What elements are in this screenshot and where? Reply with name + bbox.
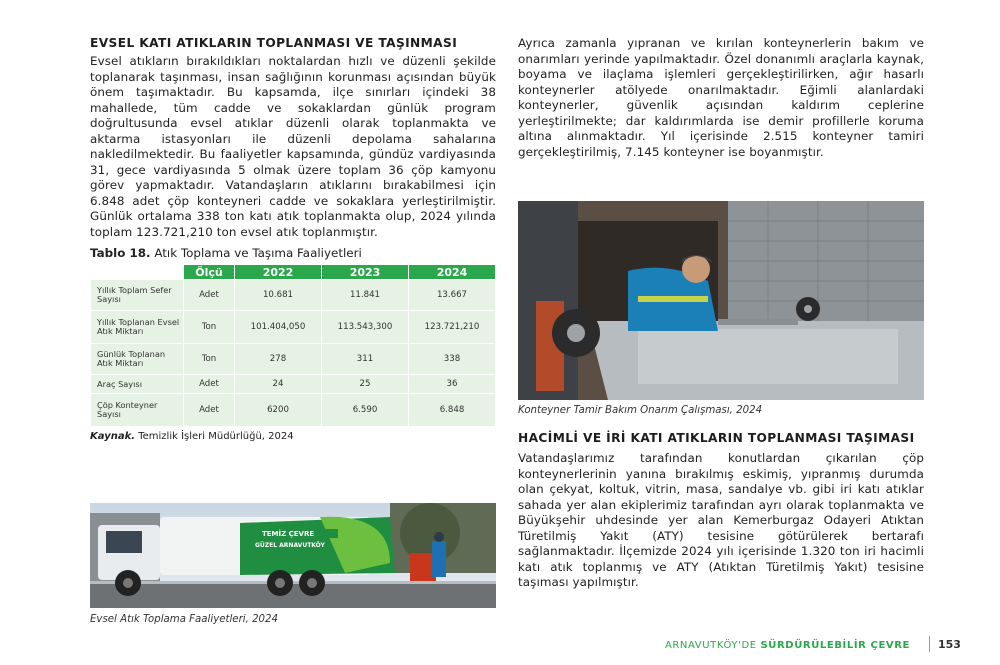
right-column-lower [518,431,924,591]
table-row [91,344,495,374]
row-label: Günlük Toplanan Atık Miktarı [91,344,183,374]
table-title [90,246,496,260]
section-heading-hacimli: HACİMLİ VE İRİ KATI ATIKLARIN TOPLANMASI TAŞIMASI [518,431,915,445]
row-2024: 6.848 [409,394,495,426]
row-2023: 25 [322,375,408,393]
row-label: Yıllık Toplanan Evsel Atık Miktarı [91,311,183,343]
row-2024: 123.721,210 [409,311,495,343]
row-unit: Adet [184,375,234,393]
row-2022: 101.404,050 [235,311,321,343]
row-label: Çöp Konteyner Sayısı [91,394,183,426]
section-heading-evsel: EVSEL KATI ATIKLARIN TOPLANMASI VE TAŞINMASI [90,36,458,50]
repair-photo-caption: Konteyner Tamir Bakım Onarım Çalışması, 2024 [518,405,763,416]
table-header-2024: 2024 [409,265,495,279]
truck-slogan-line2: GÜZEL ARNAVUTKÖY [255,542,325,549]
row-unit: Ton [184,311,234,343]
row-unit: Adet [184,394,234,426]
footer-title: SÜRDÜRÜLEBİLİR ÇEVRE [760,640,910,651]
table-source [90,431,496,442]
row-2022: 24 [235,375,321,393]
table-row [91,280,495,310]
evsel-paragraph: Evsel atıkların bırakıldıkları noktalardan hızlı ve düzenli şekilde toplanarak taşınması, insan sağlığının korunması açısından büyük önem taşımaktadır. Bu kapsamda, ilçe sınırları içindeki 38 mahallede, tüm cadde ve sokaklardan günlük program doğrultusunda evsel atıklar düzenli olarak toplanmakta ve aktarma istasyonları ile düzenli depolama sahalarına nakledilmektedir. Bu faaliyetler kapsamında, gündüz vardiyasında 31, gece vardiyasında 5 olmak üzere toplam 36 çöp kamyonu görev yapmaktadır. Vatandaşların atıklarını bırakabilmesi için 6.848 adet çöp konteyneri cadde ve sokaklara yerleştirilmiştir. Günlük ortalama 338 ton katı atık toplanmakta olup, 2024 yılında toplam 123.721,210 ton evsel atık toplanmıştır. [90,54,496,239]
row-2022: 6200 [235,394,321,426]
table-row [91,375,495,393]
garbage-truck-illustration [90,503,496,608]
maintenance-paragraph: Ayrıca zamanla yıpranan ve kırılan konteynerlerin bakım ve onarımları yerinde yapılmaktadır. Özel donanımlı araçlarla kaynak, boyama ve ilaçlama işlemleri gerçekleştirilirken, ağır hasarlı konteynerler atölyede onarılmaktadır. Eğimli alanlardaki konteynerler, güvenlik açısından kaldırım ceplerine yerleştirilmekte; dar kaldırımlarda ise demir profillerle koruma altına alınmaktadır. Yıl içerisinde 2.515 konteyner tamiri gerçekleştirilmiş, 7.145 konteyner ise boyanmıştır. [518,36,924,159]
row-unit: Adet [184,280,234,310]
table-caption: Atık Toplama ve Taşıma Faaliyetleri [150,246,362,260]
source-text: Temizlik İşleri Müdürlüğü, 2024 [135,431,294,442]
garbage-truck-photo [90,503,496,608]
row-2024: 338 [409,344,495,374]
row-2024: 36 [409,375,495,393]
row-2022: 10.681 [235,280,321,310]
row-2023: 11.841 [322,280,408,310]
table-header-row [91,265,495,279]
table-header-2023: 2023 [322,265,408,279]
left-column [90,36,496,442]
table-row [91,311,495,343]
container-repair-photo [518,201,924,400]
table-number: Tablo 18. [90,246,151,260]
row-2024: 13.667 [409,280,495,310]
row-2022: 278 [235,344,321,374]
truck-photo-caption: Evsel Atık Toplama Faaliyetleri, 2024 [90,614,278,625]
row-2023: 6.590 [322,394,408,426]
right-column [518,36,924,160]
footer-prefix: ARNAVUTKÖY'DE [664,640,761,651]
table-row [91,394,495,426]
repair-illustration [518,201,924,400]
page-footer [665,640,910,651]
footer-separator [929,636,930,652]
row-unit: Ton [184,344,234,374]
page-number: 153 [938,638,961,651]
waste-collection-table [90,264,496,427]
table-header-unit: Ölçü [184,265,234,279]
table-header-2022: 2022 [235,265,321,279]
row-label: Araç Sayısı [91,375,183,393]
table-header-blank [91,265,183,279]
row-2023: 311 [322,344,408,374]
source-label: Kaynak. [90,431,136,442]
truck-slogan-line1: TEMİZ ÇEVRE [262,530,315,538]
row-2023: 113.543,300 [322,311,408,343]
row-label: Yıllık Toplam Sefer Sayısı [91,280,183,310]
bulky-waste-paragraph: Vatandaşlarımız tarafından konutlardan çıkarılan çöp konteynerlerinin yanına bırakılmış eskimiş, yıpranmış durumda olan çekyat, koltuk, vitrin, masa, sandalye vb. gibi iri katı atıklar sahada yer alan ekiplerimiz tarafından ayrı olarak toplanmakta ve Büyükşehir uhdesinde yer alan Kemerburgaz Odayeri Atıktan Türetilmiş Yakıt (ATY) tesisine götürülerek bertarafı sağlanmaktadır. İlçemizde 2024 yılı içerisinde 1.320 ton iri hacimli katı atık toplanmış ve ATY (Atıktan Türetilmiş Yakıt) tesisine taşıması yapılmıştır. [518,451,924,589]
